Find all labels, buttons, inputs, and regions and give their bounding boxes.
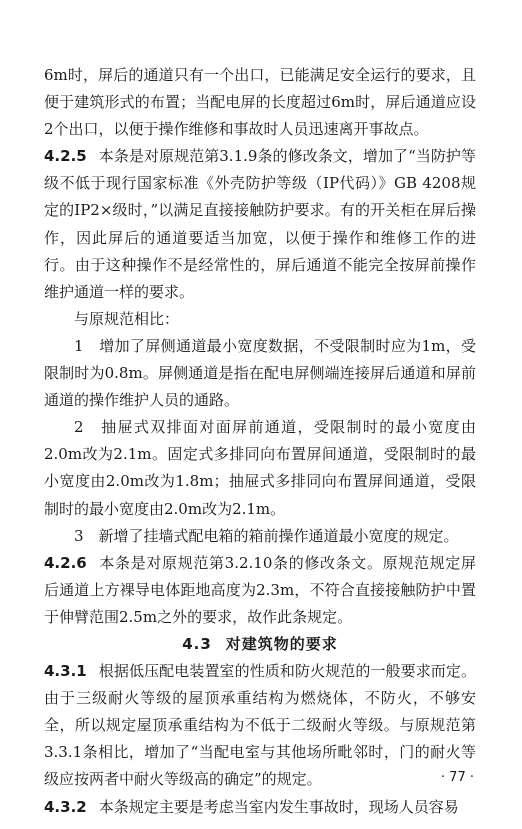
page-number: · 77 ·: [440, 770, 474, 785]
clause-text: 根据低压配电装置室的性质和防火规范的一般要求而定。由于三级耐火等级的屋顶承重结构为燃烧体，不防火，不够安全，所以规定屋顶承重结构为不低于二级耐火等级。与原规范第3.3.1条相比，增加了“当配电室与其他场所毗邻时，门的耐火等级应按两者中耐火等级高的确定”的规定。: [44, 662, 476, 789]
paragraph-continuation: [44, 62, 476, 143]
clause-text: 本条是对原规范第3.2.10条的修改条文。原规范规定屏后通道上方裸导电体距地高度为2.3m，不符合直接接触防护中置于伸臂范围2.5m之外的要求，故作此条规定。: [44, 553, 476, 626]
section-number: 4.3: [182, 634, 212, 653]
section-heading: [44, 631, 476, 658]
clause-text: 本条是对原规范第3.1.9条的修改条文，增加了“当防护等级不低于现行国家标准《外壳防护等级（IP代码）》GB 4208规定的IP2×级时，”以满足直接接触防护要求。有的开关柜在屏后操作，因此屏后的通道要适当加宽，以便于操作和维修工作的进行。由于这种操作不是经常性的，屏后通道不能完全按屏前操作维护通道一样的要求。: [44, 147, 476, 301]
section-title-text: 对建筑物的要求: [225, 634, 338, 653]
paragraph-text: 6m时，屏后的通道只有一个出口，已能满足安全运行的要求，且便于建筑形式的布置；当配电屏的长度超过6m时，屏后通道应设2个出口，以便于操作维修和事故时人员迅速离开事故点。: [44, 66, 476, 139]
list-item-text: 3 新增了挂墙式配电箱的箱前操作通道最小宽度的规定。: [74, 526, 459, 545]
clause-4-2-6: [44, 550, 476, 631]
list-item-text: 2 抽屉式双排面对面屏前通道，受限制时的最小宽度由2.0m改为2.1m。固定式多排同向布置屏间通道，受限制时的最小宽度由2.0m改为1.8m；抽屉式多排同向布置屏间通道，受限制时的最小宽度由2.0m改为2.1m。: [44, 418, 476, 518]
list-item-1: [44, 333, 476, 414]
clause-text: 本条规定主要是考虑当室内发生事故时，现场人员容易: [98, 797, 459, 816]
list-item-text: 1 增加了屏侧通道最小宽度数据，不受限制时应为1m，受限制时为0.8m。屏侧通道是指在配电屏侧端连接屏后通道和屏前通道的操作维护人员的通路。: [44, 336, 476, 410]
paragraph-text: 与原规范相比：: [74, 309, 180, 328]
clause-number: 4.3.2: [44, 797, 87, 816]
clause-number: 4.2.5: [44, 147, 87, 166]
document-body: [44, 62, 476, 821]
list-item-2: [44, 414, 476, 522]
clause-number: 4.2.6: [44, 553, 87, 572]
paragraph-comparison-intro: [44, 306, 476, 333]
clause-4-3-1: [44, 658, 476, 793]
clause-number: 4.3.1: [44, 662, 87, 681]
clause-4-2-5: [44, 143, 476, 306]
list-item-3: [44, 523, 476, 550]
clause-4-3-2: [44, 794, 476, 821]
